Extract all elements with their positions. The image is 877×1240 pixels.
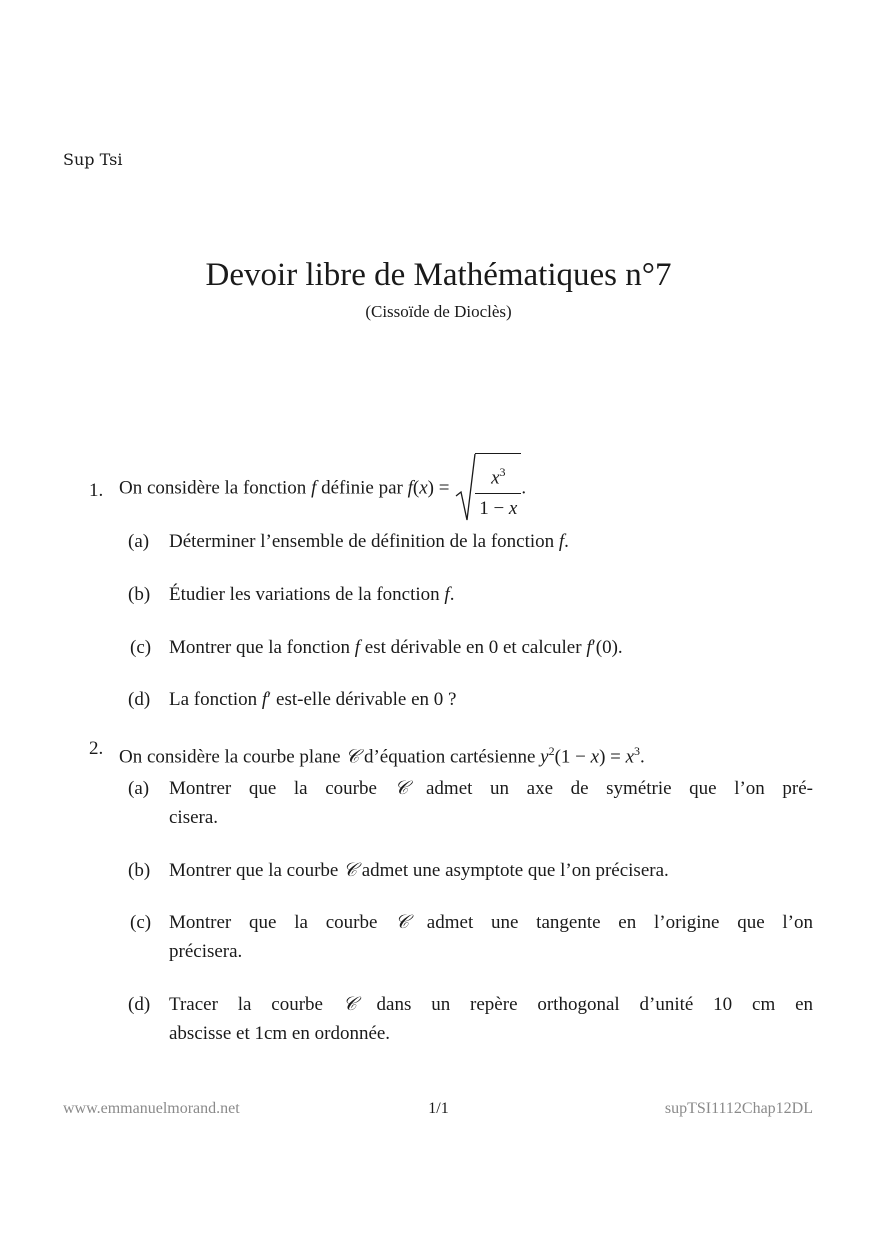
page-title: Devoir libre de Mathématiques n°7 (205, 257, 672, 293)
question-1-intro: On considère la fonction f définie par f(x) = $\frac{x^3}{1 - x}$ . (119, 452, 526, 524)
footer-document-id: supTSI1112Chap12DL (664, 1100, 813, 1117)
q2d-text: Tracer la courbe 𝒞 dans un repère orthogonal d’unité 10 cm en abscisse et 1cm en ordonnée. (169, 994, 813, 1044)
q2b-text: Montrer que la courbe 𝒞 admet une asymptote que l’on précisera. (169, 860, 669, 881)
q1a-text: Déterminer l’ensemble de définition de la fonction f. (169, 531, 569, 552)
footer-website: www.emmanuelmorand.net (63, 1100, 240, 1117)
math-fx-eq: f(x) = (407, 477, 450, 499)
q2a-label: (a) (128, 778, 150, 799)
question-1-number: 1. (89, 480, 104, 501)
q1c-text: Montrer que la fonction f est dérivable en 0 et calculer f′(0). (169, 637, 623, 658)
q1b-label: (b) (128, 584, 151, 605)
header-class-label: Sup Tsi (63, 150, 123, 169)
q2d-label: (d) (128, 994, 151, 1015)
question-2-intro: On considère la courbe plane 𝒞 d’équation cartésienne $y^2(1 - x) = x^3$. (119, 744, 645, 768)
q1c-label: (c) (130, 637, 152, 658)
q1d-text: La fonction f′ est-elle dérivable en 0 ? (169, 689, 457, 710)
q2c-label: (c) (130, 912, 152, 933)
q1-intro-pre: On considère la fonction (119, 477, 307, 499)
math-f: f (311, 477, 317, 499)
q2c-text: Montrer que la courbe 𝒞 admet une tangente en l’origine que l’on précisera. (169, 912, 813, 962)
question-2-number: 2. (89, 738, 104, 759)
q2b-label: (b) (128, 860, 151, 881)
page-subtitle: (Cissoïde de Dioclès) (365, 302, 512, 321)
sqrt-symbol-icon (454, 452, 476, 524)
q1-intro-mid: définie par (321, 477, 403, 499)
q1a-label: (a) (128, 531, 150, 552)
q2a-text: Montrer que la courbe 𝒞 admet un axe de symétrie que l’on pré- cisera. (169, 778, 814, 828)
footer-page-number: 1/1 (428, 1100, 449, 1117)
q1b-text: Étudier les variations de la fonction f. (169, 584, 455, 605)
q1d-label: (d) (128, 689, 151, 710)
sqrt-expression (454, 452, 521, 524)
fraction-x3-over-1-minus-x: $\frac{x^3}{1 - x}$ (475, 458, 521, 522)
